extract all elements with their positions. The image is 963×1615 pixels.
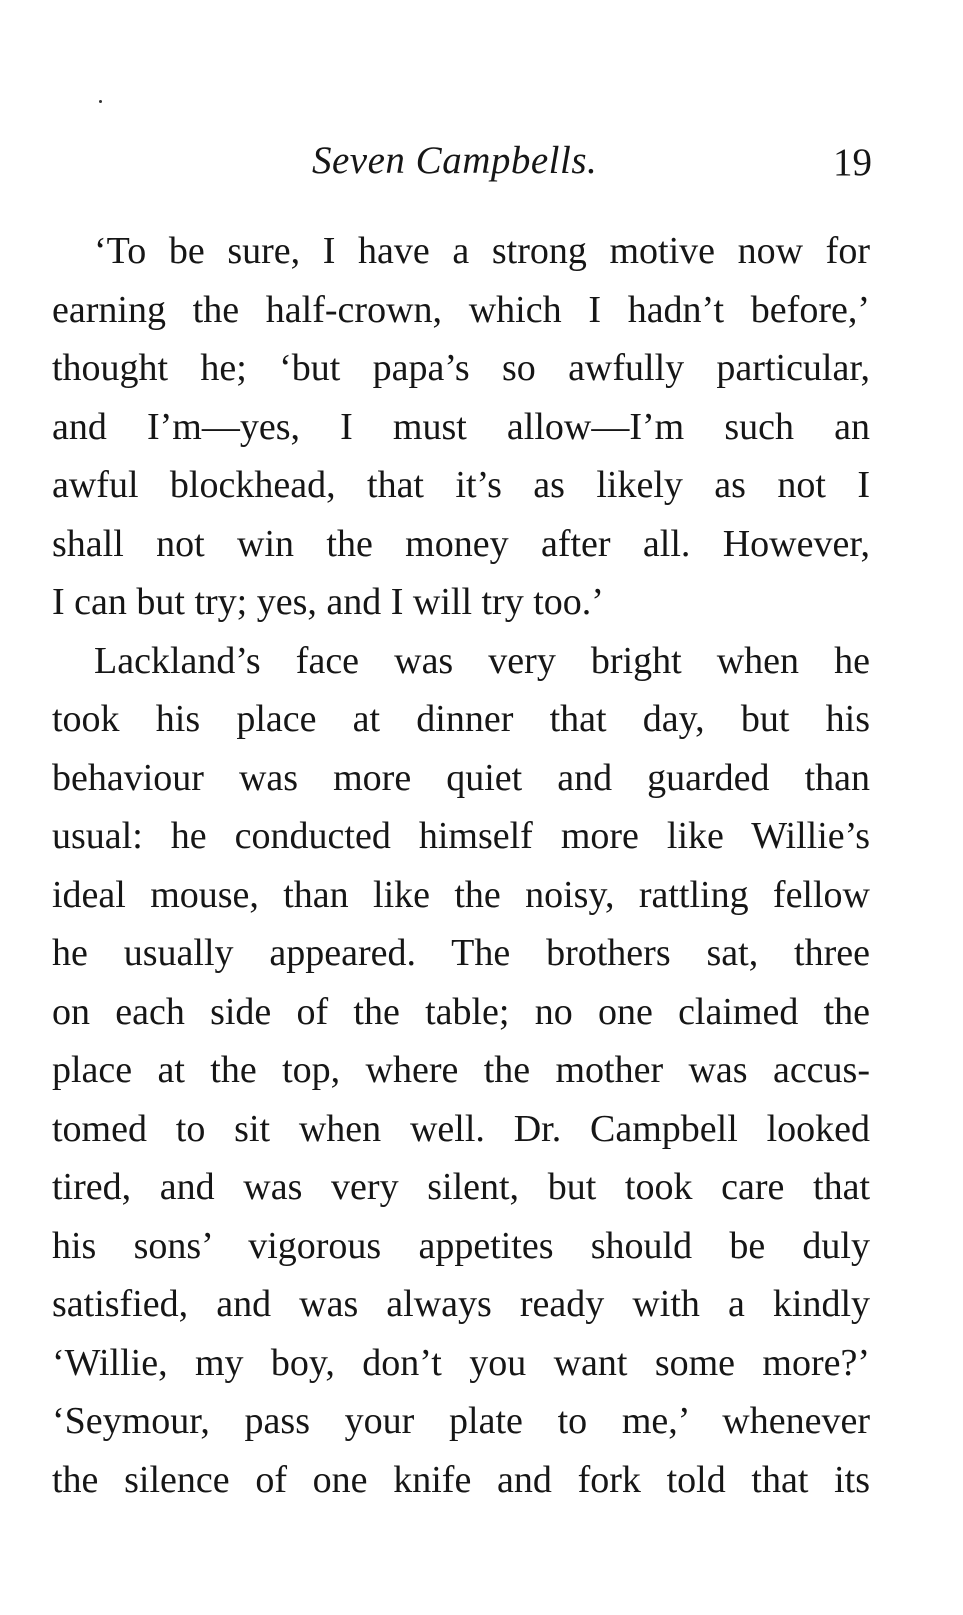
text-line: awful blockhead, that it’s as likely as not I [52,464,870,506]
text-line: ‘To be sure, I have a strong motive now for [94,230,870,272]
text-line: earning the half-crown, which I hadn’t before,’ [52,288,870,331]
text-line: his sons’ vigorous appetites should be duly [52,1224,870,1267]
text-line: I can but try; yes, and I will try too.’ [52,581,604,623]
text-line: ‘Willie, my boy, don’t you want some more?’ [52,1341,870,1384]
text-line: behaviour was more quiet and guarded than [52,756,870,799]
text-line: on each side of the table; no one claimed the [52,990,870,1033]
page-number: 19 [833,141,872,184]
text-line: he usually appeared. The brothers sat, three [52,932,870,974]
text-line: took his place at dinner that day, but his [52,698,870,740]
text-line: Lackland’s face was very bright when he [94,639,870,682]
ink-speck [99,100,102,103]
text-line: tomed to sit when well. Dr. Campbell looked [52,1107,870,1150]
paragraph [52,632,870,1510]
text-line: ‘Seymour, pass your plate to me,’ whenever [52,1400,870,1442]
running-head: Seven Campbells. [312,139,598,182]
text-line: place at the top, where the mother was accus- [52,1049,870,1091]
text-line: and I’m—yes, I must allow—I’m such an [52,405,870,448]
text-line: the silence of one knife and fork told that its [52,1458,870,1501]
paragraph [52,222,870,632]
text-line: ideal mouse, than like the noisy, rattling fellow [52,873,870,916]
page-header [52,138,872,188]
text-line: satisfied, and was always ready with a kindly [52,1283,870,1325]
text-line: thought he; ‘but papa’s so awfully particular, [52,347,870,389]
text-line: usual: he conducted himself more like Willie’s [52,815,870,857]
text-line: tired, and was very silent, but took care that [52,1166,870,1208]
text-line: shall not win the money after all. However, [52,522,870,565]
body-text [52,222,870,1509]
